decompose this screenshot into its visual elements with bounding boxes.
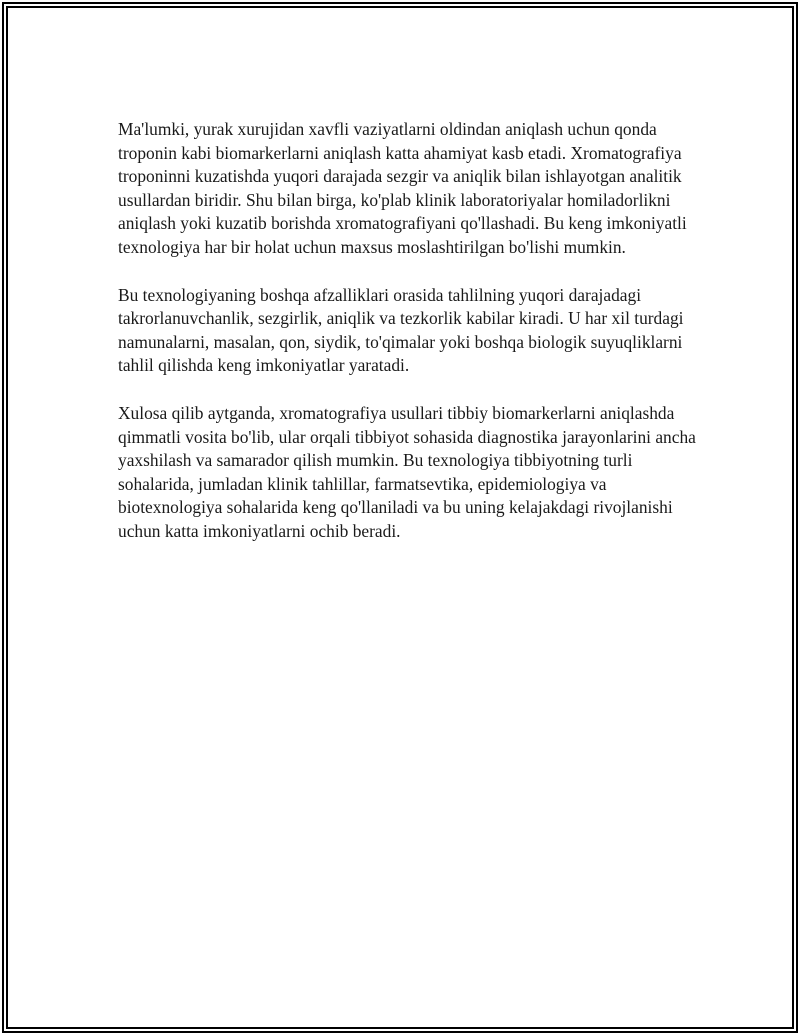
paragraph-2: Bu texnologiyaning boshqa afzalliklari orasida tahlilning yuqori darajadagi takrorlanuvchanlik, sezgirlik, aniqlik va tezkorlik kabilar kiradi. U har xil turdagi namunalarni, masalan, qon, siydik, to'qimalar yoki boshqa biologik suyuqliklarni tahlil qilishda keng imkoniyatlar yaratadi. [118, 284, 684, 376]
document-body [118, 118, 698, 568]
paragraph-1: Ma'lumki, yurak xurujidan xavfli vaziyatlarni oldindan aniqlash uchun qonda troponin kabi biomarkerlarni aniqlash katta ahamiyat kasb etadi. Xromatografiya troponinni kuzatishda yuqori darajada sezgir va aniqlik bilan ishlayotgan analitik usullardan biridir. Shu bilan birga, ko'plab klinik laboratoriyalar homiladorlikni aniqlash yoki kuzatib borishda xromatografiyani qo'llashadi. Bu keng imkoniyatli texnologiya har bir holat uchun maxsus moslashtirilgan bo'lishi mumkin. [118, 119, 687, 257]
paragraph-3: Xulosa qilib aytganda, xromatografiya usullari tibbiy biomarkerlarni aniqlashda qimmatli vosita bo'lib, ular orqali tibbiyot sohasida diagnostika jarayonlarini ancha yaxshilash va samarador qilish mumkin. Bu texnologiya tibbiyotning turli sohalarida, jumladan klinik tahlillar, farmatsevtika, epidemiologiya va biotexnologiya sohalarida keng qo'llaniladi va bu uning kelajakdagi rivojlanishi uchun katta imkoniyatlarni ochib beradi. [118, 402, 696, 541]
